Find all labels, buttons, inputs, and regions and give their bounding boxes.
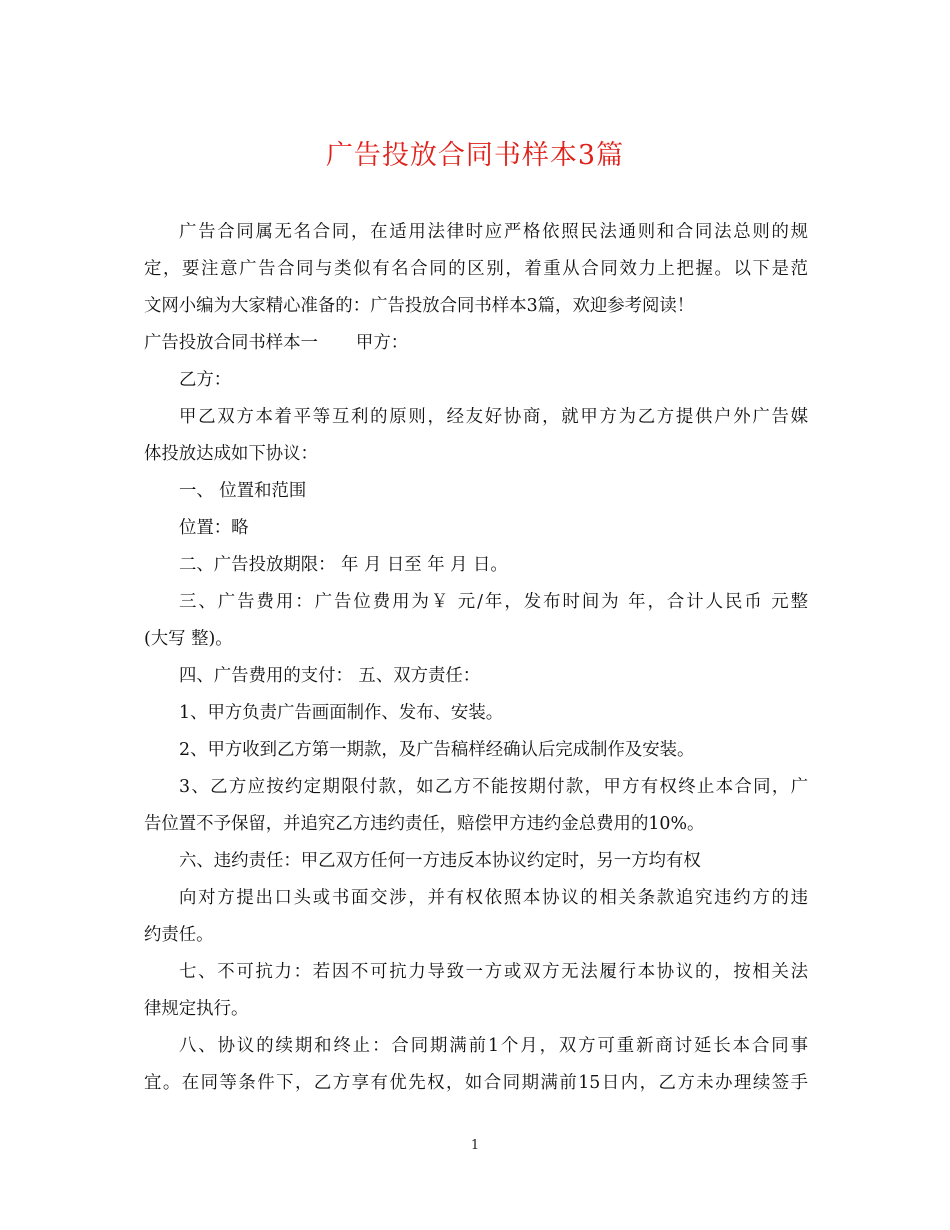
- text-line-content: 文网小编为大家精心准备的：广告投放合同书样本3篇，欢迎参考阅读！: [144, 296, 695, 316]
- text-line: [144, 954, 808, 991]
- text-line-content: 3、乙方应按约定期限付款，如乙方不能按期付款，甲方有权终止本合同，广: [179, 777, 808, 797]
- text-line-content: 四、广告费用的支付： 五、双方责任：: [179, 666, 481, 686]
- text-line-content: 1、甲方负责广告画面制作、发布、安装。: [179, 703, 504, 723]
- text-line: [144, 584, 808, 621]
- text-line: [144, 806, 808, 843]
- text-line: [144, 991, 808, 1028]
- text-line: [144, 473, 808, 510]
- text-line: [144, 325, 808, 362]
- text-line-content: 甲乙双方本着平等互利的原则，经友好协商，就甲方为乙方提供户外广告媒: [179, 407, 808, 427]
- text-line-content: 三、广告费用：广告位费用为￥ 元/年，发布时间为 年，合计人民币 元整: [179, 592, 808, 612]
- text-line-content: 广告合同属无名合同，在适用法律时应严格依照民法通则和合同法总则的规: [179, 222, 808, 242]
- text-line: [144, 510, 808, 547]
- text-line: [144, 1028, 808, 1065]
- text-line: [144, 917, 808, 954]
- text-line-content: 2、甲方收到乙方第一期款，及广告稿样经确认后完成制作及安装。: [179, 740, 695, 760]
- text-line: [144, 621, 808, 658]
- text-line: [144, 658, 808, 695]
- text-line-content: 告位置不予保留，并追究乙方违约责任，赔偿甲方违约金总费用的10%。: [144, 814, 705, 834]
- text-line-content: 八、协议的续期和终止：合同期满前1个月，双方可重新商讨延长本合同事: [179, 1036, 808, 1056]
- text-line-content: 二、广告投放期限： 年 月 日至 年 月 日。: [179, 555, 508, 575]
- text-line: [144, 251, 808, 288]
- text-line: [144, 288, 808, 325]
- text-line: [144, 436, 808, 473]
- text-line-content: 位置：略: [179, 518, 249, 538]
- text-line-content: (大写 整)。: [144, 629, 233, 649]
- text-line-content: 七、不可抗力：若因不可抗力导致一方或双方无法履行本协议的，按相关法: [179, 962, 808, 982]
- text-line-content: 向对方提出口头或书面交涉，并有权依照本协议的相关条款追究违约方的违: [179, 888, 808, 908]
- text-line: [144, 547, 808, 584]
- text-line-content: 一、 位置和范围: [179, 481, 307, 501]
- text-line-content: 约责任。: [144, 925, 214, 945]
- text-line: [144, 1065, 808, 1102]
- page-number: 1: [470, 1138, 480, 1153]
- text-line: [144, 880, 808, 917]
- document-title: 广告投放合同书样本3篇: [325, 140, 625, 171]
- text-line-content: 六、违约责任：甲乙双方任何一方违反本协议约定时，另一方均有权: [179, 851, 701, 871]
- text-line-content: 律规定执行。: [144, 999, 249, 1019]
- text-line: [144, 843, 808, 880]
- text-line: [144, 214, 808, 251]
- text-line-content: 宜。在同等条件下，乙方享有优先权，如合同期满前15日内，乙方未办理续签手: [144, 1073, 808, 1093]
- text-line-content: 乙方：: [179, 370, 232, 390]
- text-line: [144, 769, 808, 806]
- text-line: [144, 732, 808, 769]
- text-line: [144, 362, 808, 399]
- text-line-content: 广告投放合同书样本一: [144, 333, 318, 353]
- document-body: [144, 214, 808, 1102]
- text-line-content: 定，要注意广告合同与类似有名合同的区别，着重从合同效力上把握。以下是范: [144, 259, 808, 279]
- text-line: [144, 399, 808, 436]
- text-line-content: 体投放达成如下协议：: [144, 444, 318, 464]
- party-a-label: 甲方：: [355, 333, 409, 353]
- text-line: [144, 695, 808, 732]
